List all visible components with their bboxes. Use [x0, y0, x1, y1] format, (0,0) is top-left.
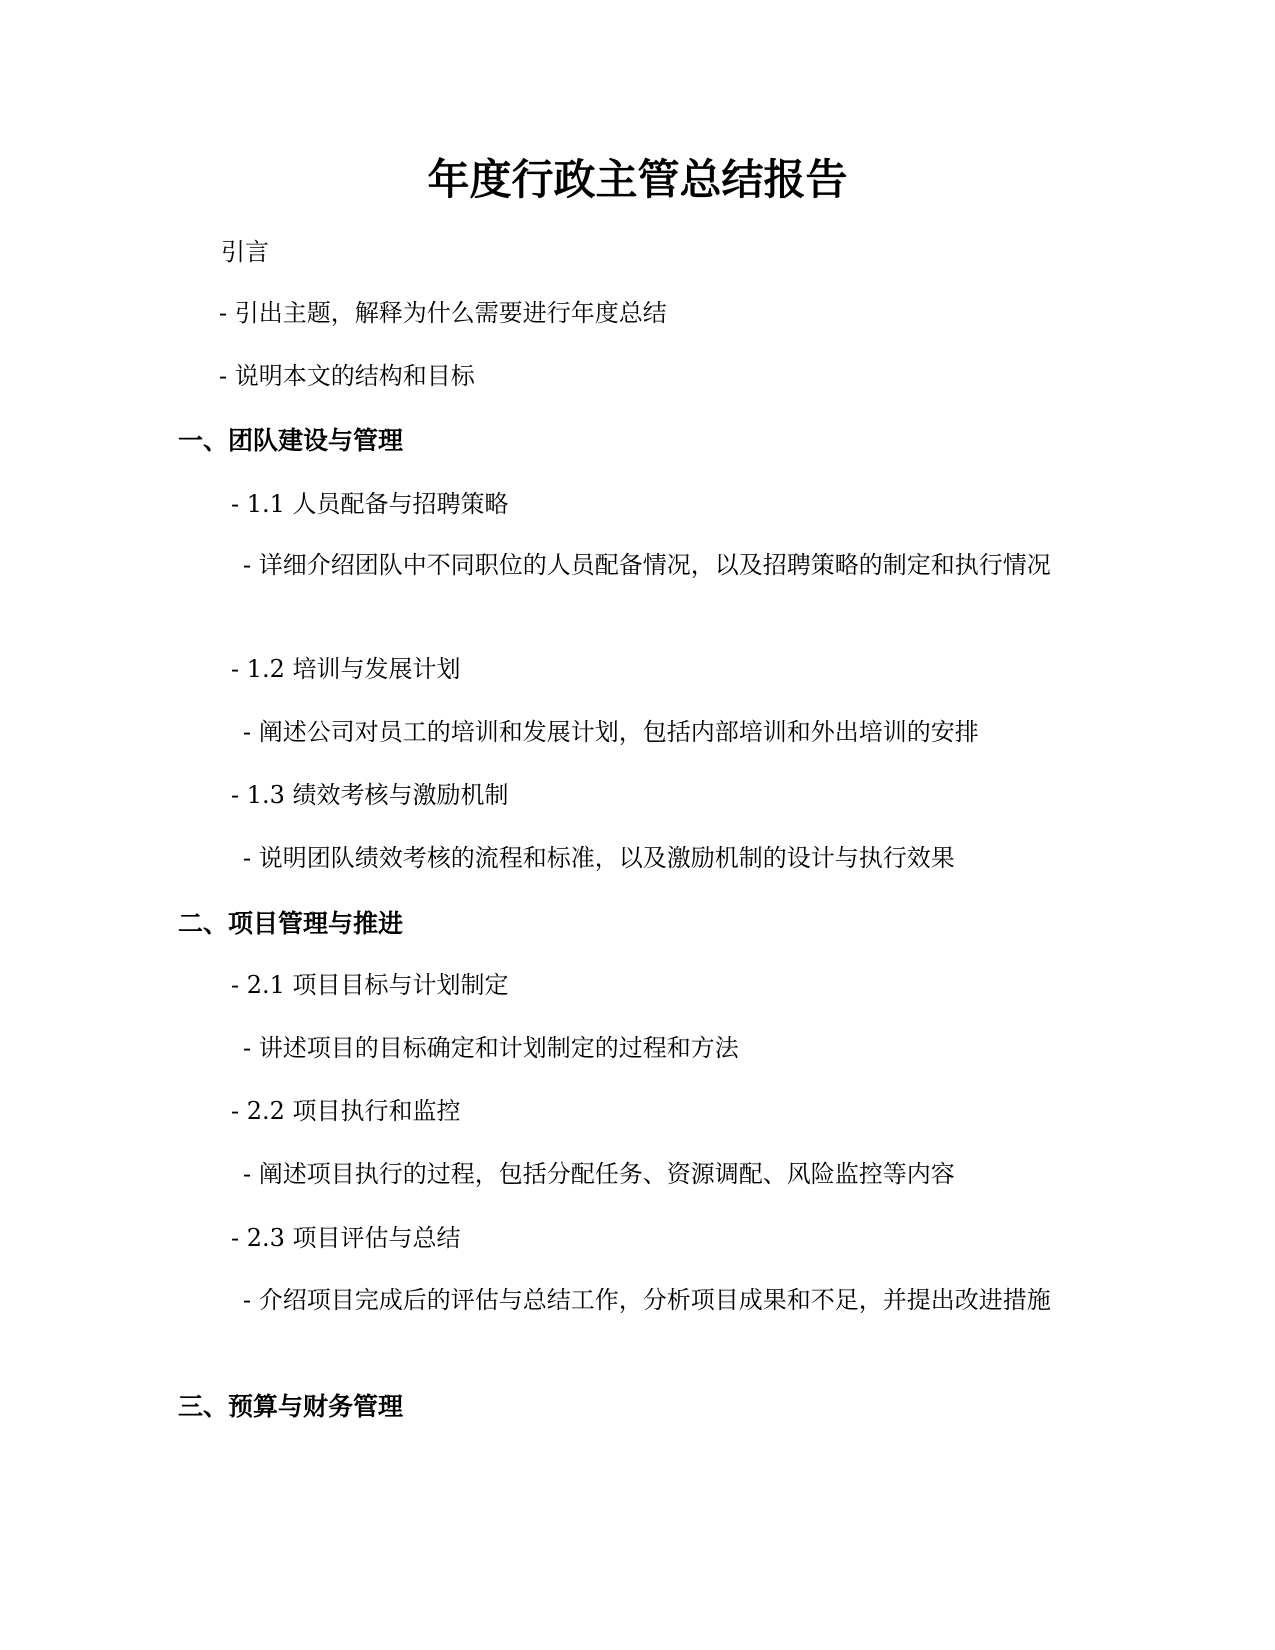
subsection-detail: - 说明团队绩效考核的流程和标准，以及激励机制的设计与执行效果 — [243, 844, 955, 872]
section-heading: 三、预算与财务管理 — [178, 1392, 404, 1421]
subsection-label: - 2.1 项目目标与计划制定 — [231, 971, 509, 999]
subsection-label: - 1.1 人员配备与招聘策略 — [231, 490, 509, 518]
section-heading: 一、团队建设与管理 — [178, 426, 404, 455]
intro-label: 引言 — [221, 238, 269, 266]
subsection-label: - 1.2 培训与发展计划 — [231, 655, 461, 683]
document-title: 年度行政主管总结报告 — [427, 155, 848, 204]
subsection-label: - 1.3 绩效考核与激励机制 — [231, 781, 509, 809]
section-heading: 二、项目管理与推进 — [178, 909, 404, 938]
subsection-detail: - 介绍项目完成后的评估与总结工作，分析项目成果和不足，并提出改进措施 — [243, 1286, 1051, 1314]
intro-item: - 引出主题，解释为什么需要进行年度总结 — [219, 299, 667, 327]
subsection-detail: - 详细介绍团队中不同职位的人员配备情况，以及招聘策略的制定和执行情况 — [243, 551, 1051, 579]
intro-item: - 说明本文的结构和目标 — [219, 362, 475, 390]
subsection-label: - 2.3 项目评估与总结 — [231, 1224, 461, 1252]
subsection-detail: - 阐述项目执行的过程，包括分配任务、资源调配、风险监控等内容 — [243, 1160, 955, 1188]
subsection-detail: - 讲述项目的目标确定和计划制定的过程和方法 — [243, 1034, 739, 1062]
subsection-detail: - 阐述公司对员工的培训和发展计划，包括内部培训和外出培训的安排 — [243, 718, 979, 746]
subsection-label: - 2.2 项目执行和监控 — [231, 1097, 461, 1125]
